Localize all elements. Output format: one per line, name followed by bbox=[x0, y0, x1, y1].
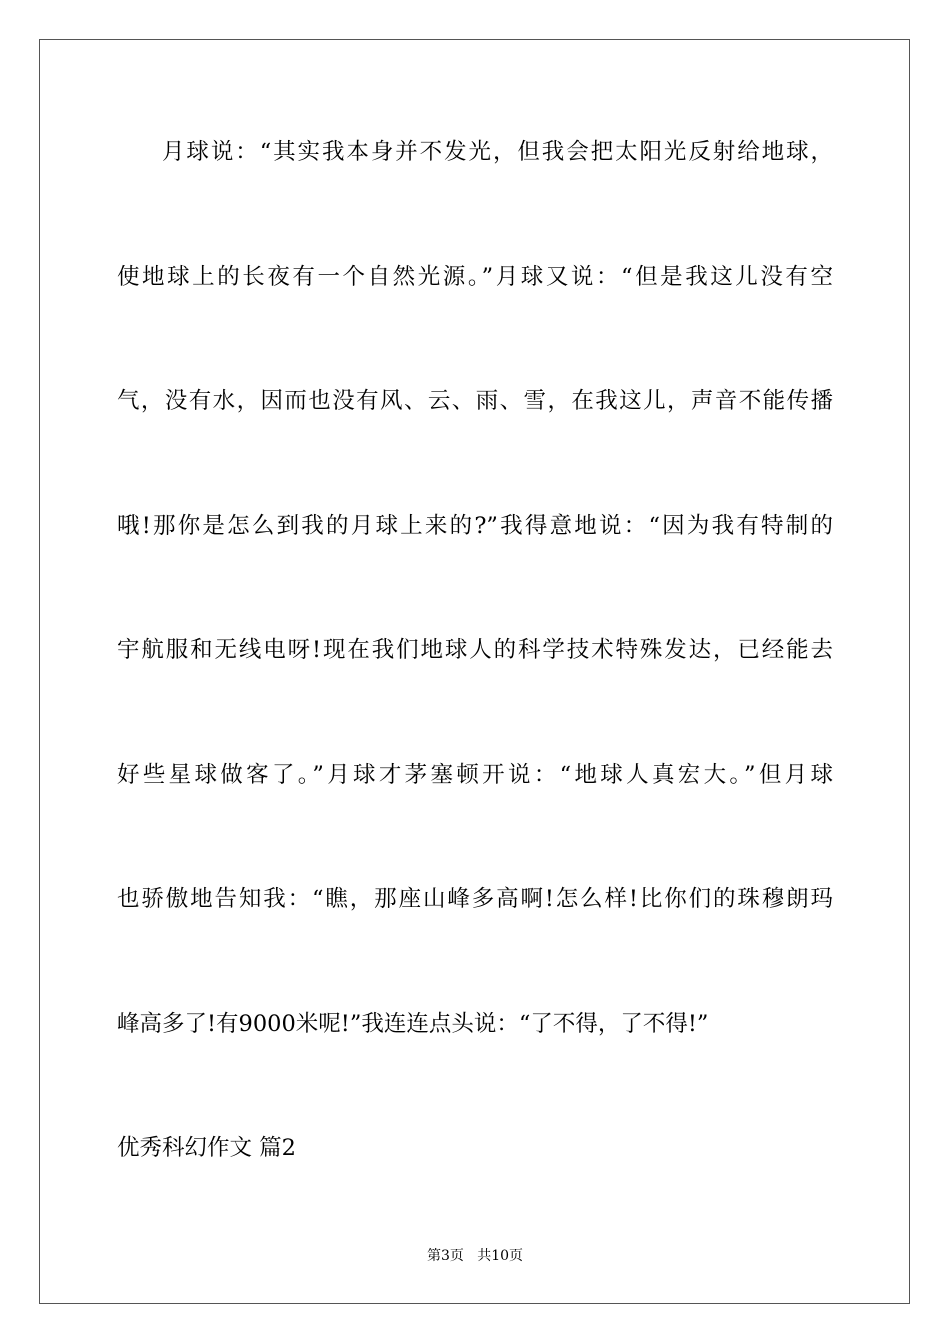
page-frame bbox=[39, 39, 910, 1304]
section-heading: 优秀科幻作文 篇2 bbox=[117, 1135, 296, 1161]
paragraph-line-8: 峰高多了!有9000米呢!”我连连点头说：“了不得，了不得!” bbox=[117, 1011, 709, 1037]
paragraph-line-5: 宇航服和无线电呀!现在我们地球人的科学技术特殊发达，已经能去 bbox=[117, 637, 833, 663]
paragraph-line-1: 月球说：“其实我本身并不发光，但我会把太阳光反射给地球， bbox=[162, 139, 833, 165]
paragraph-line-6: 好些星球做客了。”月球才茅塞顿开说：“地球人真宏大。”但月球 bbox=[117, 762, 833, 788]
paragraph-line-2: 使地球上的长夜有一个自然光源。”月球又说：“但是我这儿没有空 bbox=[117, 264, 833, 290]
paragraph-line-3: 气，没有水，因而也没有风、云、雨、雪，在我这儿，声音不能传播 bbox=[117, 388, 833, 414]
page-number-footer: 第3页 共10页 bbox=[426, 1248, 524, 1264]
paragraph-line-7: 也骄傲地告知我：“瞧，那座山峰多高啊!怎么样!比你们的珠穆朗玛 bbox=[117, 886, 833, 912]
paragraph-line-4: 哦!那你是怎么到我的月球上来的?”我得意地说：“因为我有特制的 bbox=[117, 513, 833, 539]
